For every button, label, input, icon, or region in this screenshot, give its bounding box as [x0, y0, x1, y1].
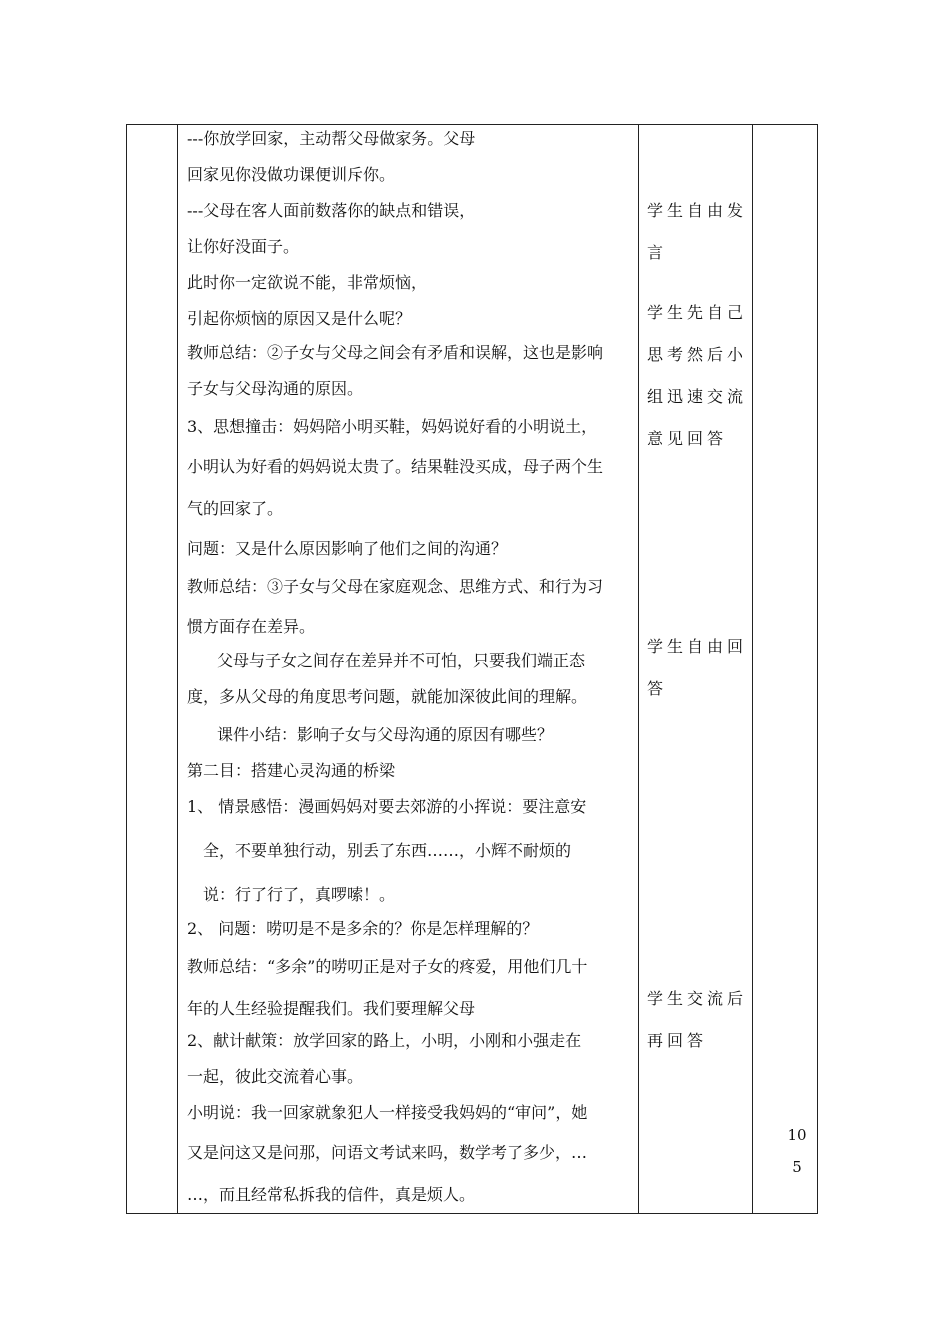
content-line: 3、思想撞击：妈妈陪小明买鞋，妈妈说好看的小明说土， [187, 417, 598, 436]
content-line: 气的回家了。 [187, 499, 284, 518]
student-activity-line: 思考然后小 [647, 345, 748, 364]
content-line: 教师总结：③子女与父母在家庭观念、思维方式、和行为习 [187, 577, 604, 596]
student-activity-line: 学生自由发 [647, 201, 748, 220]
content-line: ---你放学回家，主动帮父母做家务。父母 [187, 129, 476, 148]
time-value-line: 5 [792, 1158, 802, 1176]
content-line: 教师总结：“多余”的唠叨正是对子女的疼爱，用他们几十 [187, 957, 588, 976]
content-line: 说：行了行了，真啰嗦！。 [203, 885, 396, 904]
student-activity-line: 意见回答 [647, 429, 728, 448]
student-activity-line: 答 [647, 679, 668, 698]
time-value-line: 10 [787, 1126, 807, 1144]
content-line: 小明说：我一回家就象犯人一样接受我妈妈的“审问”，她 [187, 1103, 588, 1122]
content-line: ---父母在客人面前数落你的缺点和错误， [187, 201, 476, 220]
content-line: 教师总结：②子女与父母之间会有矛盾和误解，这也是影响 [187, 343, 604, 362]
content-line: 又是问这又是问那，问语文考试来吗，数学考了多少，… [187, 1143, 588, 1162]
content-line: 让你好没面子。 [187, 237, 300, 256]
student-activity-note [647, 303, 751, 471]
column-divider [638, 125, 639, 1213]
lesson-table [126, 124, 818, 1214]
column-divider [752, 125, 753, 1213]
content-line: 此时你一定欲说不能，非常烦恼， [187, 273, 428, 292]
content-line: 课件小结：影响子女与父母沟通的原因有哪些？ [217, 725, 554, 744]
content-line: 惯方面存在差异。 [187, 617, 316, 636]
student-activity-line: 学生先自己 [647, 303, 748, 322]
content-line: 回家见你没做功课便训斥你。 [187, 165, 396, 184]
content-line: 1、 情景感悟：漫画妈妈对要去郊游的小挥说：要注意安 [187, 797, 587, 816]
content-line: 引起你烦恼的原因又是什么呢？ [187, 309, 412, 328]
content-line: 一起，彼此交流着心事。 [187, 1067, 364, 1086]
content-line: 度，多从父母的角度思考问题，就能加深彼此间的理解。 [187, 687, 588, 706]
content-line: 第二目：搭建心灵沟通的桥梁 [187, 761, 396, 780]
content-line: 问题：又是什么原因影响了他们之间的沟通？ [187, 539, 508, 558]
content-line: 2、 问题：唠叨是不是多余的？你是怎样理解的？ [187, 919, 539, 938]
student-activity-line: 再回答 [647, 1031, 708, 1050]
content-line: 2、献计献策：放学回家的路上，小明，小刚和小强走在 [187, 1031, 582, 1050]
time-value [777, 1125, 817, 1189]
content-line: 子女与父母沟通的原因。 [187, 379, 364, 398]
student-activity-line: 学生交流后 [647, 989, 748, 1008]
student-activity-note [647, 989, 751, 1073]
content-line: 全，不要单独行动，别丢了东西……，小辉不耐烦的 [203, 841, 572, 860]
content-line: …，而且经常私拆我的信件，真是烦人。 [187, 1185, 476, 1204]
student-activity-line: 言 [647, 243, 668, 262]
student-activity-line: 学生自由回 [647, 637, 748, 656]
content-line: 小明认为好看的妈妈说太贵了。结果鞋没买成，母子两个生 [187, 457, 604, 476]
student-activity-line: 组迅速交流 [647, 387, 748, 406]
student-activity-note [647, 201, 751, 285]
student-activity-note [647, 637, 751, 721]
content-line: 父母与子女之间存在差异并不可怕，只要我们端正态 [217, 651, 586, 670]
column-divider [177, 125, 178, 1213]
content-line: 年的人生经验提醒我们。我们要理解父母 [187, 999, 476, 1018]
